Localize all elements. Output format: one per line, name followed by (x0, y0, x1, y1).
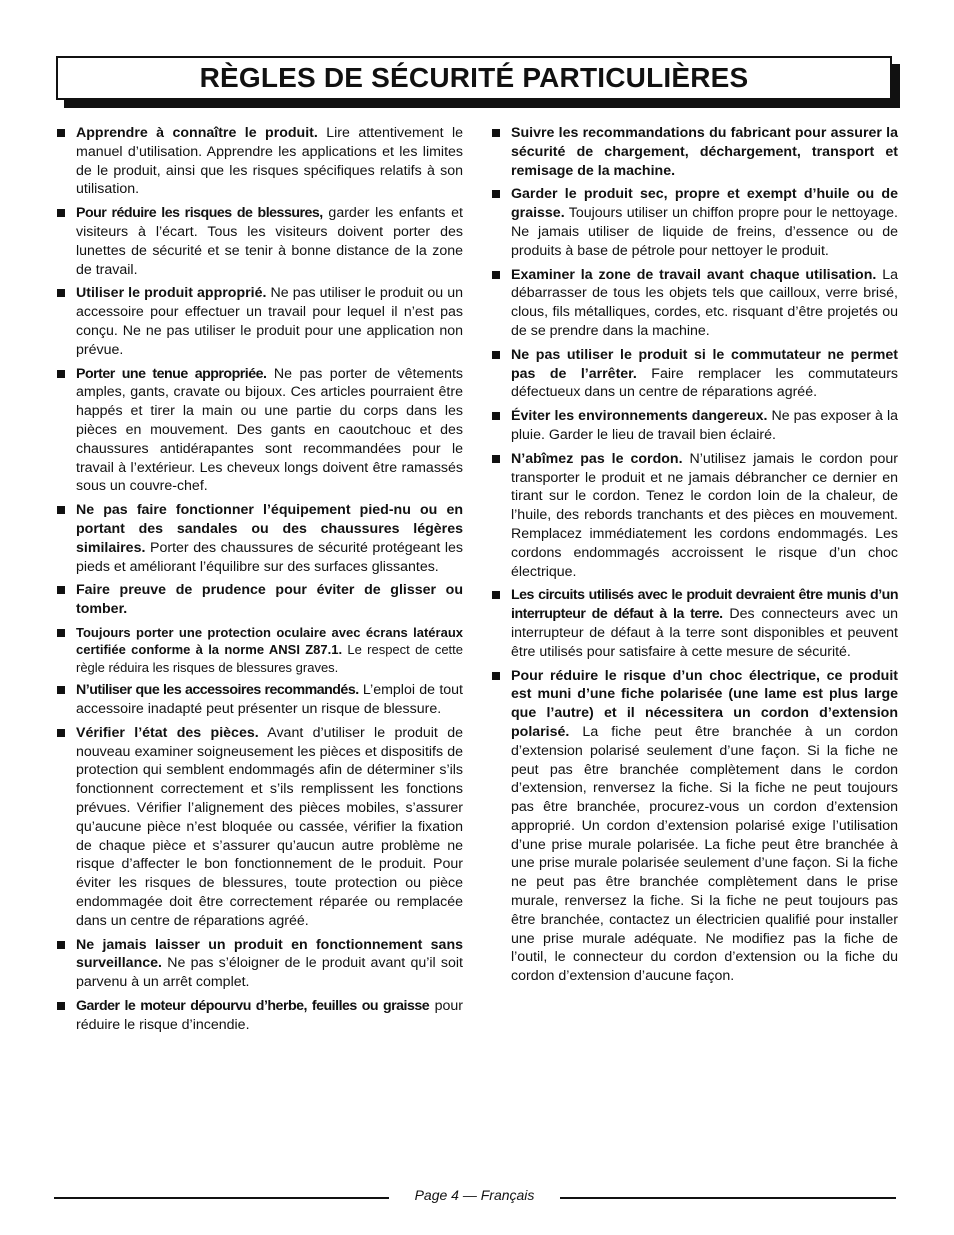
square-bullet-icon (492, 271, 500, 279)
footer-rule-right (560, 1197, 896, 1199)
safety-list-right (491, 124, 898, 986)
square-bullet-icon (57, 129, 65, 137)
square-bullet-icon (492, 591, 500, 599)
list-item: Ne jamais laisser un produit en fonctionnement sans surveillance. Ne pas s’éloigner de le produit avant qu’il soit parvenu à un arrêt complet. (56, 936, 463, 992)
list-item: Ne pas faire fonctionner l’équipement pied-nu ou en portant des sandales ou des chaussures légères similaires. Porter des chaussures de sécurité protégeant les pieds et améliorant l’équilibre sur des surfaces glissantes. (56, 501, 463, 576)
square-bullet-icon (57, 209, 65, 217)
list-item: Vérifier l’état des pièces. Avant d’utiliser le produit de nouveau examiner soigneusement les pièces et dispositifs de protection qui semblent endommagés afin de déterminer s’ils fonctionnent correctement et s’ils remplissent les fonctions prévues. Vérifier l’alignement des pièces mobiles, s’assurer qu’aucune pièce n’est bloquée ou cassée, vérifier la fixation de chaque pièce et s’assurer qu’aucun autre problème ne risque d’affecter le bon fonctionnement de le produit. Pour éviter les risques de blessures, toute protection ou pièce endommagée doit être correctement réparée ou remplacée dans un centre de réparations agréé. (56, 724, 463, 931)
square-bullet-icon (492, 190, 500, 198)
square-bullet-icon (492, 455, 500, 463)
list-item: Ne pas utiliser le produit si le commutateur ne permet pas de l’arrêter. Faire remplacer les commutateurs défectueux dans un centre de réparations agréé. (491, 346, 898, 402)
list-item: Porter une tenue appropriée. Ne pas porter de vêtements amples, gants, cravate ou bijoux. Ces articles pourraient être happés et tirer la main ou une partie du corps dans les pièces en mouvement. Des gants en caoutchouc et des chaussures antidérapantes sont recommandées pour le travail à l’extérieur. Les cheveux longs doivent être ramassés sous un couvre-chef. (56, 365, 463, 497)
square-bullet-icon (57, 729, 65, 737)
list-item: N’utiliser que les accessoires recommandés. L’emploi de tout accessoire inadapté peut présenter un risque de blessure. (56, 681, 463, 719)
square-bullet-icon (492, 672, 500, 680)
list-item: Utiliser le produit approprié. Ne pas utiliser le produit ou un accessoire pour effectuer un travail pour lequel il n’est pas conçu. Ne ne pas utiliser le produit pour une application non prévue. (56, 284, 463, 359)
list-item: Faire preuve de prudence pour éviter de glisser ou tomber. (56, 581, 463, 619)
left-column (56, 124, 463, 1039)
square-bullet-icon (57, 586, 65, 594)
square-bullet-icon (492, 351, 500, 359)
square-bullet-icon (492, 129, 500, 137)
list-item: Éviter les environnements dangereux. Ne pas exposer à la pluie. Garder le lieu de travail bien éclairé. (491, 407, 898, 445)
square-bullet-icon (57, 1002, 65, 1010)
footer-rule-left (54, 1197, 389, 1199)
list-item: Pour réduire le risque d’un choc électrique, ce produit est muni d’une fiche polarisée (une lame est plus large que l’autre) et il nécessitera un cordon d’extension polarisé. La fiche peut être branchée à un cordon d’extension polarisé seulement d’une façon. Si la fiche ne peut pas être branchée complètement dans le cordon d’extension, renversez la fiche. Si la fiche ne peut toujours pas être branchée, procurez-vous un cordon d’extension approprié. Un cordon d’extension polarisé exige l’utilisation d’une prise murale polarisée. La fiche peut être branchée à une prise murale polarisée seulement d’une façon. Si la fiche ne peut pas être branchée complètement dans le prise murale, renversez la fiche. Si la fiche ne peut toujours pas être branchée, contactez un électricien qualifié pour installer une prise murale adéquate. Ne modifiez pas la fiche de l’outil, le connecteur du cordon d’extension ou la fiche du cordon d’extension d’aucune façon. (491, 667, 898, 987)
list-item: N’abîmez pas le cordon. N’utilisez jamais le cordon pour transporter le produit et ne jamais débrancher ce dernier en tirant sur le cordon. Tenez le cordon loin de la chaleur, de l’huile, des rebords tranchants et des pièces en mouvement. Remplacez immédiatement les cordons endommagés. Les cordons endommagés accroissent le risque d’un choc électrique. (491, 450, 898, 582)
square-bullet-icon (492, 412, 500, 420)
square-bullet-icon (57, 370, 65, 378)
list-item: Garder le produit sec, propre et exempt d’huile ou de graisse. Toujours utiliser un chiffon propre pour le nettoyage. Ne jamais utiliser de liquide de freins, d’essence ou de produits à base de pétrole pour nettoyer le produit. (491, 185, 898, 260)
list-item: Suivre les recommandations du fabricant pour assurer la sécurité de chargement, déchargement, transport et remisage de la machine. (491, 124, 898, 180)
page-number: Page 4 — Français (414, 1187, 535, 1203)
list-item: Examiner la zone de travail avant chaque utilisation. La débarrasser de tous les objets tels que cailloux, verre brisé, clous, fils métalliques, cordes, etc. risquant d’être projetés ou de se prendre dans la machine. (491, 266, 898, 341)
right-column (491, 124, 898, 991)
page-footer (54, 1185, 896, 1207)
safety-list-left (56, 124, 463, 1034)
square-bullet-icon (57, 289, 65, 297)
square-bullet-icon (57, 686, 65, 694)
page-title: RÈGLES DE SÉCURITÉ PARTICULIÈRES (199, 62, 749, 93)
square-bullet-icon (57, 941, 65, 949)
list-item: Pour réduire les risques de blessures, garder les enfants et visiteurs à l’écart. Tous les visiteurs doivent porter des lunettes de sécurité et se tenir à bonne distance de la zone de travail. (56, 204, 463, 279)
list-item: Toujours porter une protection oculaire avec écrans latéraux certifiée conforme à la norme ANSI Z87.1. Le respect de cette règle réduira les risques de blessures graves. (56, 624, 463, 676)
list-item: Garder le moteur dépourvu d’herbe, feuilles ou graisse pour réduire le risque d’incendie. (56, 997, 463, 1035)
square-bullet-icon (57, 506, 65, 514)
page-title-box (56, 56, 892, 100)
list-item: Les circuits utilisés avec le produit devraient être munis d’un interrupteur de défaut à la terre. Des connecteurs avec un interrupteur de défaut à la terre sont disponibles et peuvent être utilisés pour satisfaire à cette mesure de sécurité. (491, 586, 898, 661)
square-bullet-icon (57, 629, 65, 637)
list-item: Apprendre à connaître le produit. Lire attentivement le manuel d’utilisation. Apprendre les applications et les limites de le produit, ainsi que les risques spécifiques relatifs à son utilisation. (56, 124, 463, 199)
